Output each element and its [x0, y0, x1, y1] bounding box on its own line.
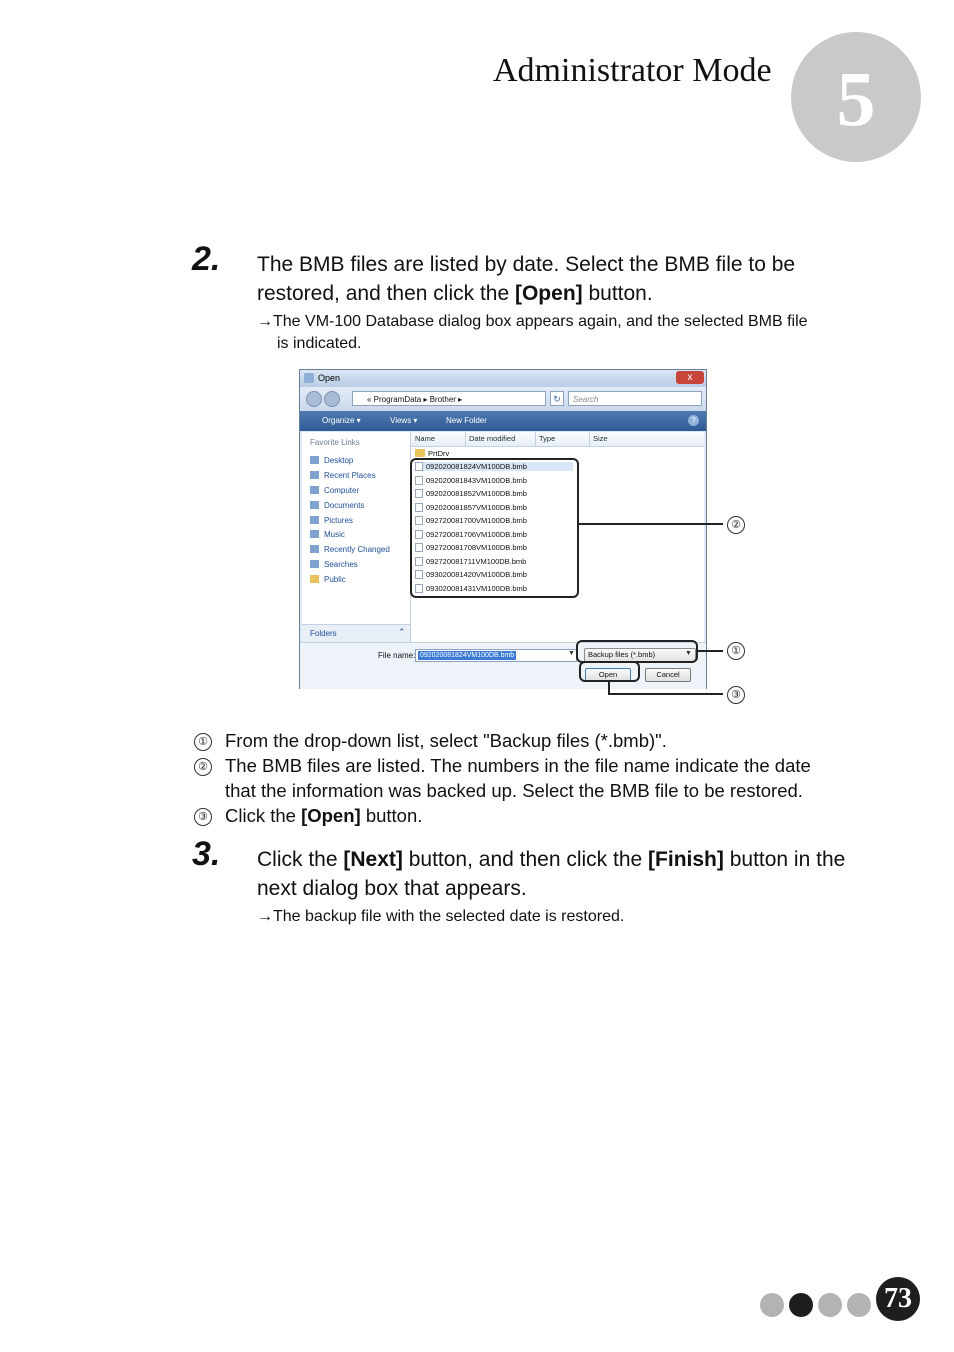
search-input[interactable]: Search	[568, 391, 702, 406]
chevron-down-icon[interactable]: ▼	[568, 650, 575, 657]
step-number: 3.	[192, 835, 221, 873]
dialog-app-icon	[304, 373, 314, 383]
forward-button[interactable]	[324, 391, 340, 407]
step-3-line-2: next dialog box that appears.	[257, 877, 527, 900]
recent-places-icon	[310, 471, 319, 479]
column-divider	[535, 432, 536, 446]
next-button-reference: [Next]	[343, 848, 403, 871]
file-name: 092020081852VM100DB.bmb	[426, 489, 527, 498]
callout-line	[578, 523, 723, 525]
file-name: 092020081824VM100DB.bmb	[426, 462, 527, 471]
nav-label: Documents	[324, 501, 365, 510]
callout-3-marker: ③	[727, 686, 745, 704]
step-3-note	[257, 906, 624, 928]
item-3-text	[225, 803, 422, 828]
column-divider	[589, 432, 590, 446]
file-name: 092720081700VM100DB.bmb	[426, 516, 527, 525]
nav-label: Desktop	[324, 456, 354, 465]
pictures-icon	[310, 516, 319, 524]
column-type[interactable]: Type	[539, 434, 556, 443]
folders-toggle[interactable]	[302, 624, 410, 643]
open-button-highlight	[579, 661, 640, 682]
column-header-row	[411, 432, 704, 447]
nav-item-documents[interactable]	[310, 501, 364, 510]
desktop-icon	[310, 456, 319, 464]
dialog-toolbar	[300, 411, 706, 431]
text-span: Click the	[225, 805, 302, 826]
finish-button-reference: [Finish]	[648, 848, 724, 871]
page-dot	[760, 1293, 784, 1317]
back-button[interactable]	[306, 391, 322, 407]
file-type-highlight	[576, 640, 698, 663]
favorite-links-header: Favorite Links	[310, 438, 360, 447]
open-button-reference: [Open]	[301, 805, 361, 826]
text-span: Click the	[257, 848, 344, 871]
nav-label: Pictures	[324, 516, 353, 525]
address-bar[interactable]	[352, 391, 546, 406]
public-folder-icon	[310, 575, 319, 583]
dialog-title: Open	[318, 373, 341, 383]
page-number: 73	[884, 1283, 912, 1314]
file-name: 093020081431VM100DB.bmb	[426, 584, 527, 593]
step-3-line-1	[257, 845, 845, 874]
step-2-note-line-2: is indicated.	[277, 335, 362, 352]
file-name: 093020081420VM100DB.bmb	[426, 570, 527, 579]
callout-2-marker: ②	[727, 516, 745, 534]
folder-name: PrtDrv	[428, 449, 450, 458]
column-divider	[465, 432, 466, 446]
computer-icon	[310, 486, 319, 494]
item-2-text	[225, 753, 811, 803]
open-button-reference: [Open]	[514, 282, 583, 305]
folder-item[interactable]	[415, 449, 449, 458]
file-name: 092020081843VM100DB.bmb	[426, 476, 527, 485]
chapter-title: Administrator Mode	[493, 52, 772, 89]
file-type-dropdown[interactable]: Backup files (*.bmb)	[584, 648, 696, 662]
nav-label: Public	[324, 575, 346, 584]
nav-item-searches[interactable]	[310, 560, 358, 569]
file-list-highlight	[410, 458, 579, 598]
page-dot	[818, 1293, 842, 1317]
nav-label: Music	[324, 530, 345, 539]
step-2-note-line-1	[257, 311, 808, 333]
chapter-number: 5	[836, 55, 876, 142]
nav-item-pictures[interactable]	[310, 516, 353, 525]
chevron-down-icon: ▼	[685, 650, 692, 657]
item-1-marker: ①	[194, 733, 212, 751]
callout-line	[608, 693, 723, 695]
file-name-label: File name:	[378, 651, 416, 660]
views-menu[interactable]: Views ▾	[390, 416, 418, 425]
nav-item-public[interactable]	[310, 575, 346, 584]
address-path: « ProgramData ▸ Brother ▸	[367, 395, 463, 404]
folder-icon	[415, 449, 425, 457]
note-text: The backup file with the selected date is restored.	[273, 908, 625, 925]
file-name: 092720081706VM100DB.bmb	[426, 530, 527, 539]
navigation-pane	[302, 432, 411, 642]
callout-1-marker: ①	[727, 642, 745, 660]
arrow-icon: →	[257, 313, 273, 330]
callout-line	[697, 650, 723, 652]
close-button[interactable]: x	[676, 371, 704, 384]
nav-label: Recent Places	[324, 471, 376, 480]
cancel-button[interactable]: Cancel	[645, 668, 691, 682]
music-icon	[310, 530, 319, 538]
nav-label: Computer	[324, 486, 360, 495]
column-size[interactable]: Size	[593, 434, 608, 443]
text-span: button.	[360, 805, 423, 826]
nav-label: Searches	[324, 560, 358, 569]
file-name-value: 092020081824VM100DB.bmb	[420, 652, 515, 659]
item-3-marker: ③	[194, 808, 212, 826]
step-2-note	[257, 311, 808, 355]
nav-label: Recently Changed	[324, 545, 390, 554]
item-2-marker: ②	[194, 758, 212, 776]
text-span: button, and then click the	[402, 848, 649, 871]
file-name-input[interactable]	[415, 649, 577, 662]
new-folder-button[interactable]: New Folder	[446, 416, 487, 425]
organize-menu[interactable]: Organize ▾	[322, 416, 361, 425]
nav-item-recently-changed[interactable]	[310, 545, 390, 554]
nav-item-computer[interactable]	[310, 486, 359, 495]
column-date-modified[interactable]: Date modified	[469, 434, 516, 443]
step-number: 2.	[192, 240, 221, 278]
nav-item-music[interactable]	[310, 530, 345, 539]
help-icon[interactable]: ?	[688, 415, 699, 426]
address-bar-row	[300, 387, 706, 411]
open-button[interactable]: Open	[585, 668, 631, 682]
dialog-title-bar	[300, 370, 706, 387]
item-2-line-2: that the information was backed up. Select the BMB file to be restored.	[225, 780, 803, 801]
file-name: 092020081857VM100DB.bmb	[426, 503, 527, 512]
step-2-line-2	[257, 279, 795, 308]
text-span: button.	[582, 282, 653, 305]
item-1-text: From the drop-down list, select "Backup files (*.bmb)".	[225, 730, 667, 751]
step-3-text	[257, 845, 845, 903]
step-2-line-1: The BMB files are listed by date. Select the BMB file to be	[257, 253, 796, 276]
documents-icon	[310, 501, 319, 509]
column-name[interactable]: Name	[415, 434, 436, 443]
nav-item-desktop[interactable]	[310, 456, 353, 465]
text-span: restored, and then click the	[257, 282, 515, 305]
item-2-line-1: The BMB files are listed. The numbers in the file name indicate the date	[225, 755, 811, 776]
refresh-icon[interactable]: ↻	[550, 391, 564, 406]
file-name: 092720081711VM100DB.bmb	[426, 557, 527, 566]
page-dot	[847, 1293, 871, 1317]
arrow-icon: →	[257, 908, 273, 925]
file-name: 092720081708VM100DB.bmb	[426, 543, 527, 552]
searches-icon	[310, 560, 319, 568]
page-dot	[789, 1293, 813, 1317]
nav-item-recent-places[interactable]	[310, 471, 376, 480]
recently-changed-icon	[310, 545, 319, 553]
note-text: The VM-100 Database dialog box appears again, and the selected BMB file	[273, 313, 808, 330]
chevron-up-icon: ⌃	[398, 627, 406, 637]
folders-label: Folders	[310, 629, 337, 638]
text-span: button in the	[723, 848, 846, 871]
step-2-text	[257, 250, 795, 308]
